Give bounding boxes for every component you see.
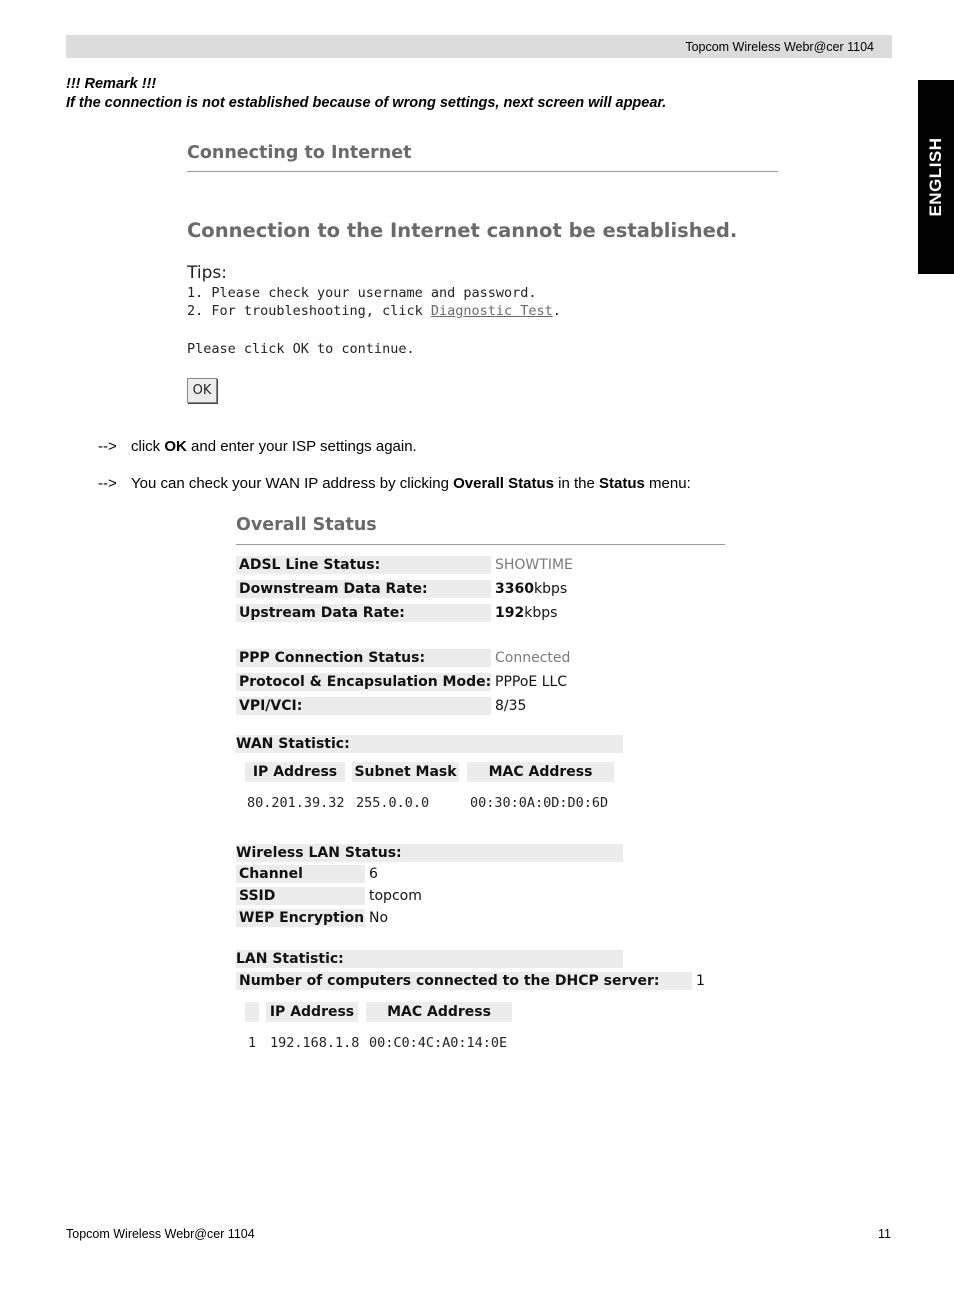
continue-instruction: Please click OK to continue. bbox=[187, 341, 415, 357]
instruction-step-2 bbox=[0, 475, 954, 495]
upstream-rate-label: Upstream Data Rate: bbox=[236, 604, 491, 622]
lan-row-index: 1 bbox=[248, 1035, 257, 1051]
downstream-rate-value bbox=[495, 580, 567, 598]
step-1-pre: click bbox=[131, 438, 165, 455]
step-2-mid: in the bbox=[554, 475, 600, 492]
wan-statistic-heading: WAN Statistic: bbox=[236, 735, 623, 753]
wan-col-mac-address: MAC Address bbox=[467, 762, 614, 782]
downstream-rate-unit: kbps bbox=[533, 581, 568, 597]
ssid-value: topcom bbox=[369, 888, 422, 904]
upstream-rate-value bbox=[495, 604, 557, 622]
step-2-pre: You can check your WAN IP address by clicking bbox=[131, 475, 454, 492]
adsl-line-status-label: ADSL Line Status: bbox=[236, 556, 491, 574]
wan-mask-value: 255.0.0.0 bbox=[356, 795, 430, 811]
remark-text: If the connection is not established because of wrong settings, next screen will appear. bbox=[66, 95, 667, 111]
wan-col-subnet-mask: Subnet Mask bbox=[352, 762, 459, 782]
downstream-rate-number: 3360 bbox=[495, 581, 534, 597]
overall-status-title: Overall Status bbox=[236, 515, 377, 535]
instruction-step-1 bbox=[0, 438, 954, 458]
remark-title: !!! Remark !!! bbox=[66, 76, 157, 92]
lan-col-mac-address: MAC Address bbox=[366, 1002, 512, 1022]
footer-product-name: Topcom Wireless Webr@cer 1104 bbox=[66, 1227, 255, 1241]
language-tab bbox=[918, 80, 954, 274]
step-1-ok-bold: OK bbox=[164, 438, 187, 455]
wan-ip-value: 80.201.39.32 bbox=[247, 795, 345, 811]
wep-encryption-label: WEP Encryption bbox=[236, 909, 365, 927]
arrow-marker: --> bbox=[98, 475, 117, 492]
ppp-status-label: PPP Connection Status: bbox=[236, 649, 491, 667]
tip-1: 1. Please check your username and password. bbox=[187, 285, 537, 301]
lan-col-ip-address: IP Address bbox=[266, 1002, 358, 1022]
channel-value: 6 bbox=[369, 866, 378, 882]
channel-label: Channel bbox=[236, 865, 365, 883]
header-product-name: Topcom Wireless Webr@cer 1104 bbox=[685, 40, 874, 54]
vpi-vci-value: 8/35 bbox=[495, 698, 527, 714]
title-divider bbox=[236, 544, 725, 545]
wan-mac-value: 00:30:0A:0D:D0:6D bbox=[470, 795, 609, 811]
tip-2-suffix: . bbox=[552, 303, 561, 319]
tips-heading: Tips: bbox=[187, 263, 227, 283]
instruction-step-2-text bbox=[131, 475, 691, 492]
arrow-marker: --> bbox=[98, 438, 117, 455]
wan-col-ip-address: IP Address bbox=[245, 762, 345, 782]
lan-row-ip: 192.168.1.8 bbox=[270, 1035, 360, 1051]
wep-encryption-value: No bbox=[369, 910, 389, 926]
downstream-rate-label: Downstream Data Rate: bbox=[236, 580, 491, 598]
protocol-mode-value: PPPoE LLC bbox=[495, 674, 568, 690]
upstream-rate-number: 192 bbox=[495, 605, 525, 621]
step-2-status-bold: Status bbox=[599, 475, 645, 492]
tip-2 bbox=[187, 303, 561, 319]
protocol-mode-label: Protocol & Encapsulation Mode: bbox=[236, 673, 491, 691]
dhcp-count-label: Number of computers connected to the DHCP server: bbox=[236, 972, 692, 990]
ok-button[interactable]: OK bbox=[187, 378, 217, 403]
lan-statistic-heading: LAN Statistic: bbox=[236, 950, 623, 968]
footer-page-number: 11 bbox=[878, 1227, 891, 1241]
tip-2-prefix: 2. For troubleshooting, click bbox=[187, 303, 431, 319]
connect-screen-title: Connecting to Internet bbox=[187, 143, 412, 163]
adsl-line-status-value: SHOWTIME bbox=[495, 557, 573, 573]
wireless-lan-heading: Wireless LAN Status: bbox=[236, 844, 623, 862]
vpi-vci-label: VPI/VCI: bbox=[236, 697, 491, 715]
upstream-rate-unit: kbps bbox=[524, 605, 558, 621]
title-divider bbox=[187, 171, 778, 172]
ssid-label: SSID bbox=[236, 887, 365, 905]
step-2-overall-status-bold: Overall Status bbox=[453, 475, 554, 492]
ppp-status-value: Connected bbox=[495, 650, 571, 666]
diagnostic-test-link[interactable]: Diagnostic Test bbox=[430, 303, 553, 319]
page-header-bar bbox=[66, 35, 892, 58]
step-2-post: menu: bbox=[644, 475, 691, 492]
step-1-post: and enter your ISP settings again. bbox=[186, 438, 417, 455]
connection-error-message: Connection to the Internet cannot be established. bbox=[187, 219, 738, 242]
lan-col-index bbox=[245, 1002, 259, 1022]
dhcp-count-value: 1 bbox=[696, 973, 705, 989]
instruction-step-1-text bbox=[131, 438, 417, 455]
language-tab-label: ENGLISH bbox=[926, 137, 945, 217]
lan-row-mac: 00:C0:4C:A0:14:0E bbox=[369, 1035, 508, 1051]
